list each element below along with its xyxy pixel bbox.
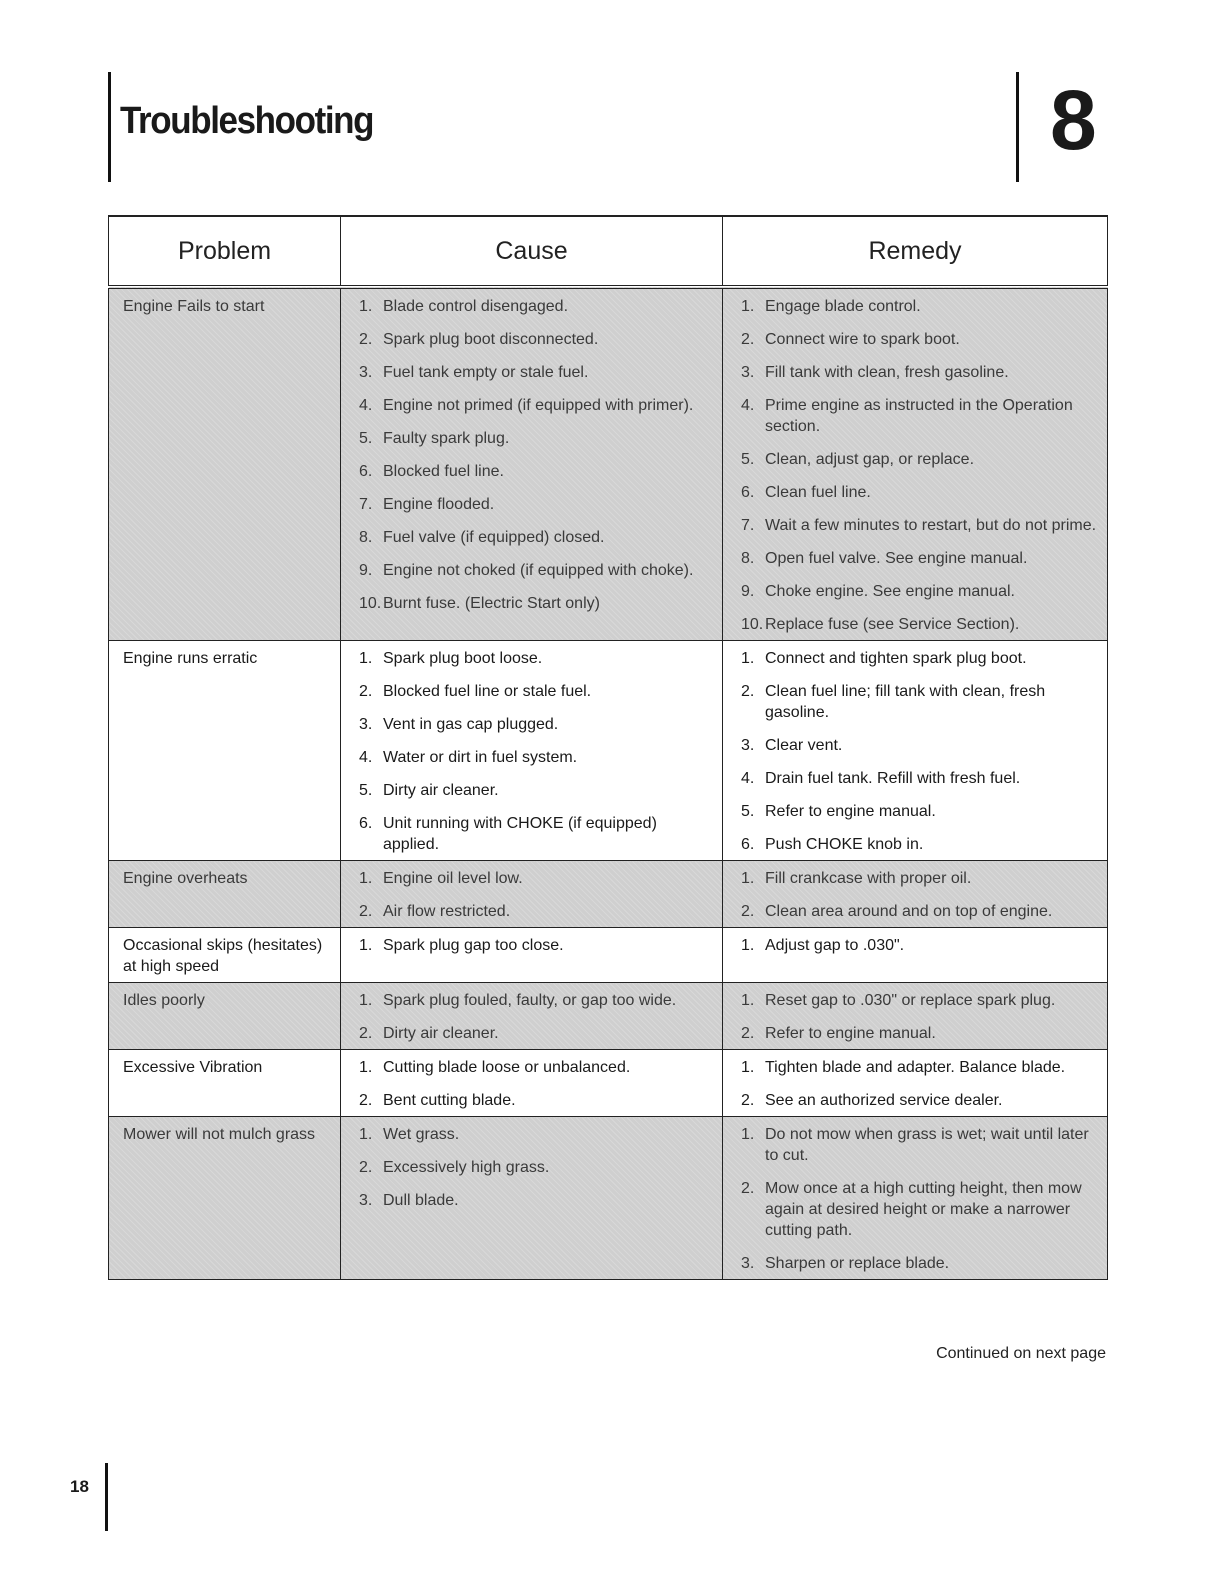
cause-item (359, 362, 712, 383)
remedy-item-number: 7. (741, 517, 755, 534)
cause-item (359, 780, 712, 801)
remedy-item (741, 1253, 1097, 1274)
remedy-item (741, 1057, 1097, 1078)
remedy-item (741, 868, 1097, 889)
table-row (109, 983, 1108, 1050)
cause-item-text: Dirty air cleaner. (383, 1025, 499, 1042)
chapter-rule (1016, 72, 1019, 182)
remedy-item (741, 515, 1097, 536)
remedy-item (741, 801, 1097, 822)
cause-list (359, 990, 712, 1044)
page-title: Troubleshooting (120, 100, 374, 142)
remedy-item (741, 614, 1097, 635)
cause-item-text: Blade control disengaged. (383, 298, 569, 315)
column-header-remedy: Remedy (723, 216, 1108, 287)
remedy-item-text: Fill crankcase with proper oil. (765, 870, 972, 887)
cause-item-number: 2. (359, 683, 373, 700)
cause-cell (341, 641, 723, 861)
problem-text: Engine overheats (123, 870, 248, 887)
remedy-list (741, 1124, 1097, 1274)
remedy-item-number: 9. (741, 583, 755, 600)
remedy-item (741, 449, 1097, 470)
remedy-item (741, 768, 1097, 789)
remedy-item-number: 1. (741, 650, 755, 667)
cause-item-text: Unit running with CHOKE (if equipped) applied. (383, 815, 657, 853)
table-row (109, 1117, 1108, 1280)
remedy-item-text: Fill tank with clean, fresh gasoline. (765, 364, 1009, 381)
remedy-item (741, 990, 1097, 1011)
cause-item-text: Excessively high grass. (383, 1159, 550, 1176)
cause-item-text: Engine not choked (if equipped with choke). (383, 562, 694, 579)
cause-item-text: Dirty air cleaner. (383, 782, 499, 799)
cause-item (359, 1090, 712, 1111)
table-row (109, 928, 1108, 983)
cause-item (359, 714, 712, 735)
remedy-item-number: 2. (741, 1180, 755, 1197)
cause-item (359, 329, 712, 350)
remedy-list (741, 648, 1097, 855)
cause-item (359, 648, 712, 669)
remedy-item-number: 10. (741, 616, 764, 633)
cause-item-number: 3. (359, 716, 373, 733)
cause-item-text: Burnt fuse. (Electric Start only) (383, 595, 600, 612)
remedy-item-number: 1. (741, 870, 755, 887)
page-number-rule (105, 1463, 108, 1531)
remedy-item-text: Clean fuel line. (765, 484, 871, 501)
remedy-cell (723, 1050, 1108, 1117)
remedy-item-text: Open fuel valve. See engine manual. (765, 550, 1028, 567)
remedy-item-text: Replace fuse (see Service Section). (765, 616, 1020, 633)
cause-item-number: 1. (359, 650, 373, 667)
cause-item (359, 1057, 712, 1078)
remedy-item-text: Mow once at a high cutting height, then mow again at desired height or make a narrower cutting path. (765, 1180, 1082, 1239)
cause-item-number: 1. (359, 992, 373, 1009)
remedy-item-number: 2. (741, 903, 755, 920)
remedy-item-number: 1. (741, 992, 755, 1009)
problem-cell (109, 287, 341, 641)
cause-item-number: 8. (359, 529, 373, 546)
table-row (109, 861, 1108, 928)
cause-item (359, 527, 712, 548)
cause-item-text: Bent cutting blade. (383, 1092, 516, 1109)
remedy-item-text: See an authorized service dealer. (765, 1092, 1003, 1109)
remedy-item (741, 1178, 1097, 1241)
remedy-item-text: Engage blade control. (765, 298, 921, 315)
cause-item-number: 6. (359, 815, 373, 832)
remedy-item-text: Clean, adjust gap, or replace. (765, 451, 975, 468)
remedy-item (741, 362, 1097, 383)
title-rule (108, 72, 111, 182)
cause-cell (341, 983, 723, 1050)
remedy-item (741, 482, 1097, 503)
remedy-item-number: 2. (741, 1092, 755, 1109)
cause-item-number: 2. (359, 903, 373, 920)
cause-item-number: 3. (359, 1192, 373, 1209)
remedy-item (741, 834, 1097, 855)
remedy-item-text: Sharpen or replace blade. (765, 1255, 950, 1272)
remedy-item-text: Choke engine. See engine manual. (765, 583, 1015, 600)
problem-text: Occasional skips (hesitates) at high speed (123, 937, 323, 975)
remedy-item-number: 8. (741, 550, 755, 567)
remedy-item-text: Prime engine as instructed in the Operation section. (765, 397, 1073, 435)
remedy-item-text: Drain fuel tank. Refill with fresh fuel. (765, 770, 1021, 787)
remedy-item-text: Clear vent. (765, 737, 843, 754)
remedy-cell (723, 1117, 1108, 1280)
remedy-item-number: 1. (741, 1059, 755, 1076)
problem-cell (109, 1117, 341, 1280)
cause-item-number: 2. (359, 1092, 373, 1109)
remedy-item-number: 4. (741, 397, 755, 414)
cause-item (359, 901, 712, 922)
remedy-item-number: 2. (741, 683, 755, 700)
remedy-item (741, 901, 1097, 922)
cause-item (359, 1190, 712, 1211)
remedy-item-text: Connect wire to spark boot. (765, 331, 960, 348)
cause-item-text: Spark plug gap too close. (383, 937, 564, 954)
cause-item-number: 1. (359, 870, 373, 887)
problem-text: Engine runs erratic (123, 650, 258, 667)
cause-cell (341, 928, 723, 983)
remedy-list (741, 935, 1097, 956)
remedy-cell (723, 928, 1108, 983)
cause-list (359, 296, 712, 614)
column-header-cause: Cause (341, 216, 723, 287)
cause-item-text: Air flow restricted. (383, 903, 511, 920)
remedy-item-number: 4. (741, 770, 755, 787)
cause-cell (341, 1117, 723, 1280)
cause-item-number: 5. (359, 782, 373, 799)
cause-item-number: 1. (359, 1126, 373, 1143)
cause-item-number: 10. (359, 595, 382, 612)
cause-item (359, 395, 712, 416)
cause-cell (341, 861, 723, 928)
continued-note: Continued on next page (936, 1345, 1106, 1362)
cause-item-text: Engine not primed (if equipped with primer). (383, 397, 694, 414)
cause-item-number: 4. (359, 397, 373, 414)
remedy-item (741, 548, 1097, 569)
cause-list (359, 935, 712, 956)
remedy-item-text: Reset gap to .030" or replace spark plug. (765, 992, 1056, 1009)
remedy-item-number: 1. (741, 937, 755, 954)
problem-cell (109, 928, 341, 983)
remedy-item-number: 3. (741, 364, 755, 381)
cause-list (359, 868, 712, 922)
cause-item-text: Spark plug fouled, faulty, or gap too wide. (383, 992, 677, 1009)
cause-cell (341, 287, 723, 641)
cause-item (359, 868, 712, 889)
remedy-item-text: Tighten blade and adapter. Balance blade. (765, 1059, 1066, 1076)
cause-item-text: Fuel tank empty or stale fuel. (383, 364, 589, 381)
remedy-item (741, 395, 1097, 437)
remedy-item-text: Refer to engine manual. (765, 1025, 936, 1042)
cause-item (359, 747, 712, 768)
remedy-item-number: 6. (741, 836, 755, 853)
cause-item-number: 2. (359, 1159, 373, 1176)
cause-item-text: Fuel valve (if equipped) closed. (383, 529, 605, 546)
cause-item (359, 681, 712, 702)
cause-item-number: 1. (359, 1059, 373, 1076)
cause-item-number: 7. (359, 496, 373, 513)
remedy-item-text: Push CHOKE knob in. (765, 836, 924, 853)
cause-item (359, 813, 712, 855)
cause-item-number: 9. (359, 562, 373, 579)
cause-item (359, 494, 712, 515)
cause-cell (341, 1050, 723, 1117)
remedy-item-text: Adjust gap to .030". (765, 937, 905, 954)
cause-item-text: Dull blade. (383, 1192, 459, 1209)
remedy-item (741, 681, 1097, 723)
cause-item-number: 1. (359, 937, 373, 954)
cause-item (359, 1023, 712, 1044)
cause-item (359, 593, 712, 614)
cause-item (359, 1157, 712, 1178)
remedy-list (741, 1057, 1097, 1111)
remedy-item-text: Connect and tighten spark plug boot. (765, 650, 1027, 667)
remedy-item (741, 581, 1097, 602)
remedy-cell (723, 861, 1108, 928)
remedy-item (741, 329, 1097, 350)
chapter-number: 8 (1050, 73, 1097, 167)
remedy-item (741, 735, 1097, 756)
cause-item (359, 461, 712, 482)
remedy-item (741, 648, 1097, 669)
problem-cell (109, 1050, 341, 1117)
remedy-item-number: 1. (741, 298, 755, 315)
problem-text: Engine Fails to start (123, 298, 265, 315)
table-row (109, 641, 1108, 861)
remedy-item (741, 296, 1097, 317)
problem-cell (109, 861, 341, 928)
cause-list (359, 1057, 712, 1111)
cause-item-text: Water or dirt in fuel system. (383, 749, 578, 766)
problem-cell (109, 641, 341, 861)
table-row (109, 1050, 1108, 1117)
cause-item-text: Engine flooded. (383, 496, 495, 513)
remedy-item-number: 5. (741, 803, 755, 820)
table-header-row (109, 216, 1108, 287)
cause-item-number: 5. (359, 430, 373, 447)
cause-item (359, 1124, 712, 1145)
remedy-item-number: 5. (741, 451, 755, 468)
remedy-list (741, 868, 1097, 922)
cause-item-number: 1. (359, 298, 373, 315)
remedy-item-number: 3. (741, 737, 755, 754)
cause-list (359, 648, 712, 855)
cause-item-text: Wet grass. (383, 1126, 460, 1143)
page-number: 18 (70, 1477, 89, 1496)
remedy-item-number: 6. (741, 484, 755, 501)
cause-item (359, 296, 712, 317)
problem-text: Excessive Vibration (123, 1059, 263, 1076)
cause-item-text: Blocked fuel line. (383, 463, 504, 480)
cause-item-text: Vent in gas cap plugged. (383, 716, 559, 733)
cause-item-number: 4. (359, 749, 373, 766)
problem-text: Mower will not mulch grass (123, 1126, 316, 1143)
cause-item-text: Cutting blade loose or unbalanced. (383, 1059, 631, 1076)
problem-text: Idles poorly (123, 992, 205, 1009)
cause-item-number: 2. (359, 1025, 373, 1042)
remedy-item (741, 1090, 1097, 1111)
remedy-item-number: 3. (741, 1255, 755, 1272)
remedy-cell (723, 641, 1108, 861)
remedy-cell (723, 287, 1108, 641)
table-row (109, 287, 1108, 641)
remedy-item-text: Wait a few minutes to restart, but do not prime. (765, 517, 1097, 534)
cause-item (359, 935, 712, 956)
troubleshooting-table (108, 215, 1108, 1280)
cause-item (359, 428, 712, 449)
cause-item-text: Spark plug boot loose. (383, 650, 543, 667)
cause-item-number: 2. (359, 331, 373, 348)
remedy-list (741, 296, 1097, 635)
cause-item (359, 990, 712, 1011)
cause-item-number: 3. (359, 364, 373, 381)
cause-list (359, 1124, 712, 1211)
remedy-item-number: 2. (741, 1025, 755, 1042)
cause-item-text: Blocked fuel line or stale fuel. (383, 683, 592, 700)
cause-item-text: Faulty spark plug. (383, 430, 510, 447)
problem-cell (109, 983, 341, 1050)
remedy-item-number: 1. (741, 1126, 755, 1143)
remedy-item (741, 935, 1097, 956)
remedy-item (741, 1124, 1097, 1166)
cause-item-text: Spark plug boot disconnected. (383, 331, 599, 348)
cause-item (359, 560, 712, 581)
remedy-item-text: Do not mow when grass is wet; wait until later to cut. (765, 1126, 1089, 1164)
remedy-item-text: Refer to engine manual. (765, 803, 936, 820)
remedy-item-text: Clean area around and on top of engine. (765, 903, 1053, 920)
column-header-problem: Problem (109, 216, 341, 287)
cause-item-number: 6. (359, 463, 373, 480)
table-body (109, 287, 1108, 1280)
remedy-cell (723, 983, 1108, 1050)
remedy-item-text: Clean fuel line; fill tank with clean, fresh gasoline. (765, 683, 1046, 721)
cause-item-text: Engine oil level low. (383, 870, 523, 887)
remedy-item (741, 1023, 1097, 1044)
remedy-list (741, 990, 1097, 1044)
remedy-item-number: 2. (741, 331, 755, 348)
